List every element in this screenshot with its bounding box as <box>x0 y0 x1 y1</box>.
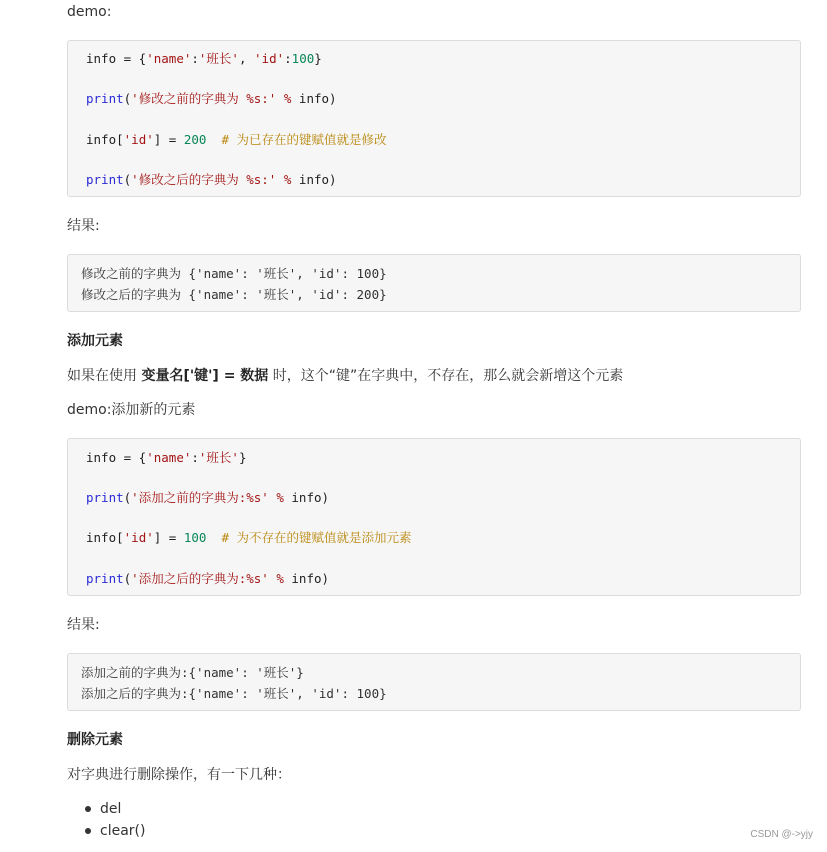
delete-description: 对字典进行删除操作，有一下几种： <box>67 767 291 783</box>
code-number: 100 <box>291 51 315 66</box>
code-line <box>86 50 322 68</box>
code-string: 'id' <box>123 132 154 147</box>
demo-label: demo: <box>67 4 112 20</box>
code-string: 'name' <box>146 51 192 66</box>
code-text: ( <box>123 490 132 505</box>
list-item-label: clear() <box>100 823 146 839</box>
list-item-label: del <box>100 801 122 817</box>
bullet-icon <box>85 828 91 834</box>
code-text: info = { <box>86 450 147 465</box>
code-string: '修改之后的字典为 %s:' <box>131 172 277 187</box>
delete-methods-list <box>67 798 145 842</box>
demo-label-add: demo:添加新的元素 <box>67 402 196 418</box>
list-item <box>67 820 145 842</box>
code-text: : <box>191 51 199 66</box>
code-text: info) <box>291 172 337 187</box>
code-string: '修改之前的字典为 %s:' <box>131 91 277 106</box>
result-label: 结果: <box>67 617 100 633</box>
description-text: 时，这个“键”在字典中，不存在，那么就会新增这个元素 <box>268 368 624 384</box>
code-text: ( <box>123 91 132 106</box>
section-heading-delete: 删除元素 <box>67 732 123 748</box>
code-line <box>86 529 412 547</box>
code-keyword: print <box>86 571 124 586</box>
code-text <box>276 91 284 106</box>
code-keyword: print <box>86 172 124 187</box>
code-string: 'id' <box>254 51 285 66</box>
code-line <box>86 90 337 108</box>
code-text: : <box>191 450 199 465</box>
code-string: '班长' <box>198 450 239 465</box>
output-line: 添加之后的字典为:{'name': '班长', 'id': 100} <box>81 686 387 701</box>
code-text: info) <box>283 571 330 586</box>
code-number: 100 <box>183 530 207 545</box>
code-text: info) <box>291 91 337 106</box>
code-text: } <box>314 51 322 66</box>
bullet-icon <box>85 806 91 812</box>
code-text: } <box>238 450 247 465</box>
code-line <box>86 131 387 149</box>
code-text: info) <box>283 490 330 505</box>
code-text: info = { <box>86 51 147 66</box>
code-text: ( <box>123 571 132 586</box>
code-text <box>276 172 284 187</box>
code-text: , <box>238 51 255 66</box>
code-line <box>86 570 329 588</box>
code-block-modify <box>67 40 801 197</box>
code-text: info[ <box>86 132 124 147</box>
code-string: 'id' <box>123 530 154 545</box>
code-text: ] = <box>153 132 184 147</box>
output-line: 添加之前的字典为:{'name': '班长'} <box>81 665 304 680</box>
code-string: '班长' <box>198 51 239 66</box>
section-heading-add: 添加元素 <box>67 333 123 349</box>
code-comment: # 为已存在的键赋值就是修改 <box>221 132 387 147</box>
code-operator: % <box>283 172 292 187</box>
code-block-add <box>67 438 801 596</box>
output-line: 修改之前的字典为 {'name': '班长', 'id': 100} <box>81 266 387 281</box>
description-syntax: 变量名['键'] = 数据 <box>141 368 269 384</box>
code-text: ] = <box>153 530 184 545</box>
code-string: 'name' <box>146 450 192 465</box>
code-text: : <box>284 51 292 66</box>
list-item <box>67 798 145 820</box>
result-label: 结果: <box>67 218 100 234</box>
code-operator: % <box>276 571 284 586</box>
code-line <box>86 449 247 467</box>
code-line <box>86 489 329 507</box>
code-text: info[ <box>86 530 124 545</box>
watermark: CSDN @->yjy <box>750 829 813 840</box>
code-string: '添加之后的字典为:%s' <box>131 571 269 586</box>
code-comment: # 为不存在的键赋值就是添加元素 <box>221 530 412 545</box>
code-operator: % <box>283 91 292 106</box>
code-keyword: print <box>86 490 124 505</box>
code-keyword: print <box>86 91 124 106</box>
output-block-modify <box>67 254 801 312</box>
output-block-add <box>67 653 801 711</box>
output-line: 修改之后的字典为 {'name': '班长', 'id': 200} <box>81 287 387 302</box>
code-number: 200 <box>183 132 207 147</box>
code-line <box>86 171 337 189</box>
code-string: '添加之前的字典为:%s' <box>131 490 269 505</box>
code-text <box>206 530 221 545</box>
description-text: 如果在使用 <box>67 368 142 384</box>
code-operator: % <box>276 490 284 505</box>
add-description <box>67 366 623 386</box>
code-text: ( <box>123 172 132 187</box>
code-text <box>206 132 221 147</box>
